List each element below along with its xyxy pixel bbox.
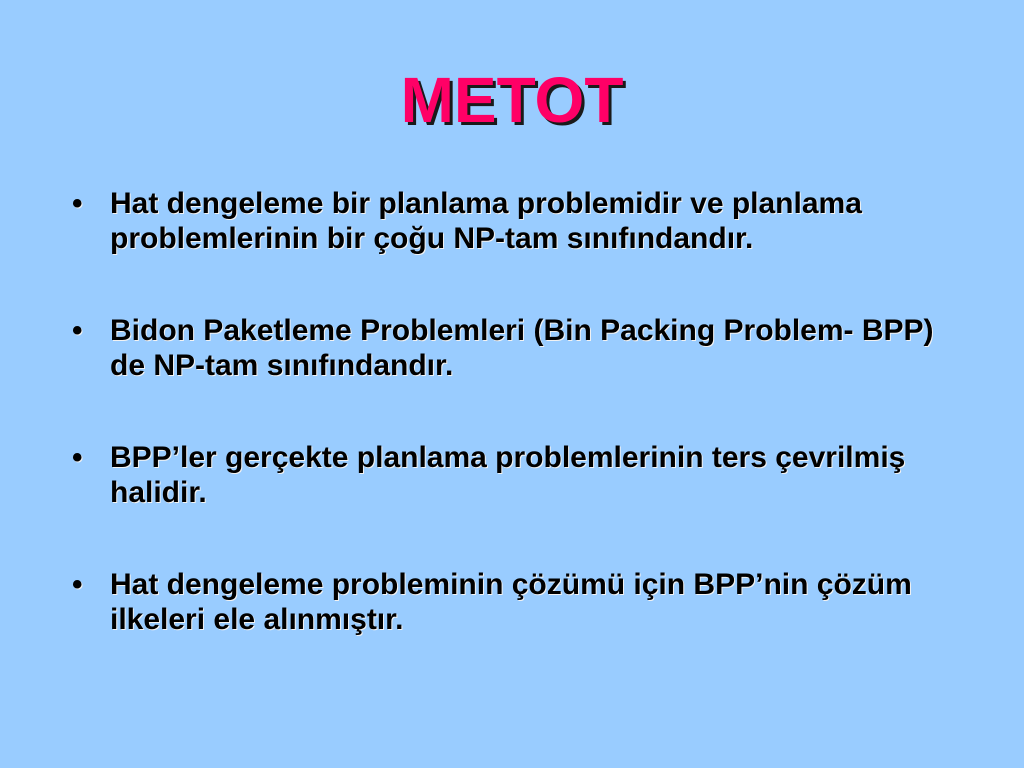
bullet-icon: • (72, 568, 83, 601)
bullet-icon: • (72, 441, 83, 474)
bullet-icon: • (72, 314, 83, 347)
bullet-text: Hat dengeleme probleminin çözümü için BPP’nin çözüm ilkeleri ele alınmıştır. (110, 568, 912, 636)
bullet-text: BPP’ler gerçekte planlama problemlerinin ters çevrilmiş halidir. (110, 441, 906, 509)
bullet-item (72, 313, 972, 383)
slide-title: METOT (400, 64, 624, 136)
bullet-text: Bidon Paketleme Problemleri (Bin Packing Problem- BPP) de NP-tam sınıfındandır. (110, 314, 934, 382)
bullet-item (72, 567, 972, 637)
bullet-icon: • (72, 187, 83, 220)
bullet-item (72, 440, 972, 510)
bullet-item (72, 186, 972, 256)
bullet-list (72, 186, 972, 694)
bullet-text: Hat dengeleme bir planlama problemidir ve planlama problemlerinin bir çoğu NP-tam sınıfındandır. (110, 187, 862, 255)
